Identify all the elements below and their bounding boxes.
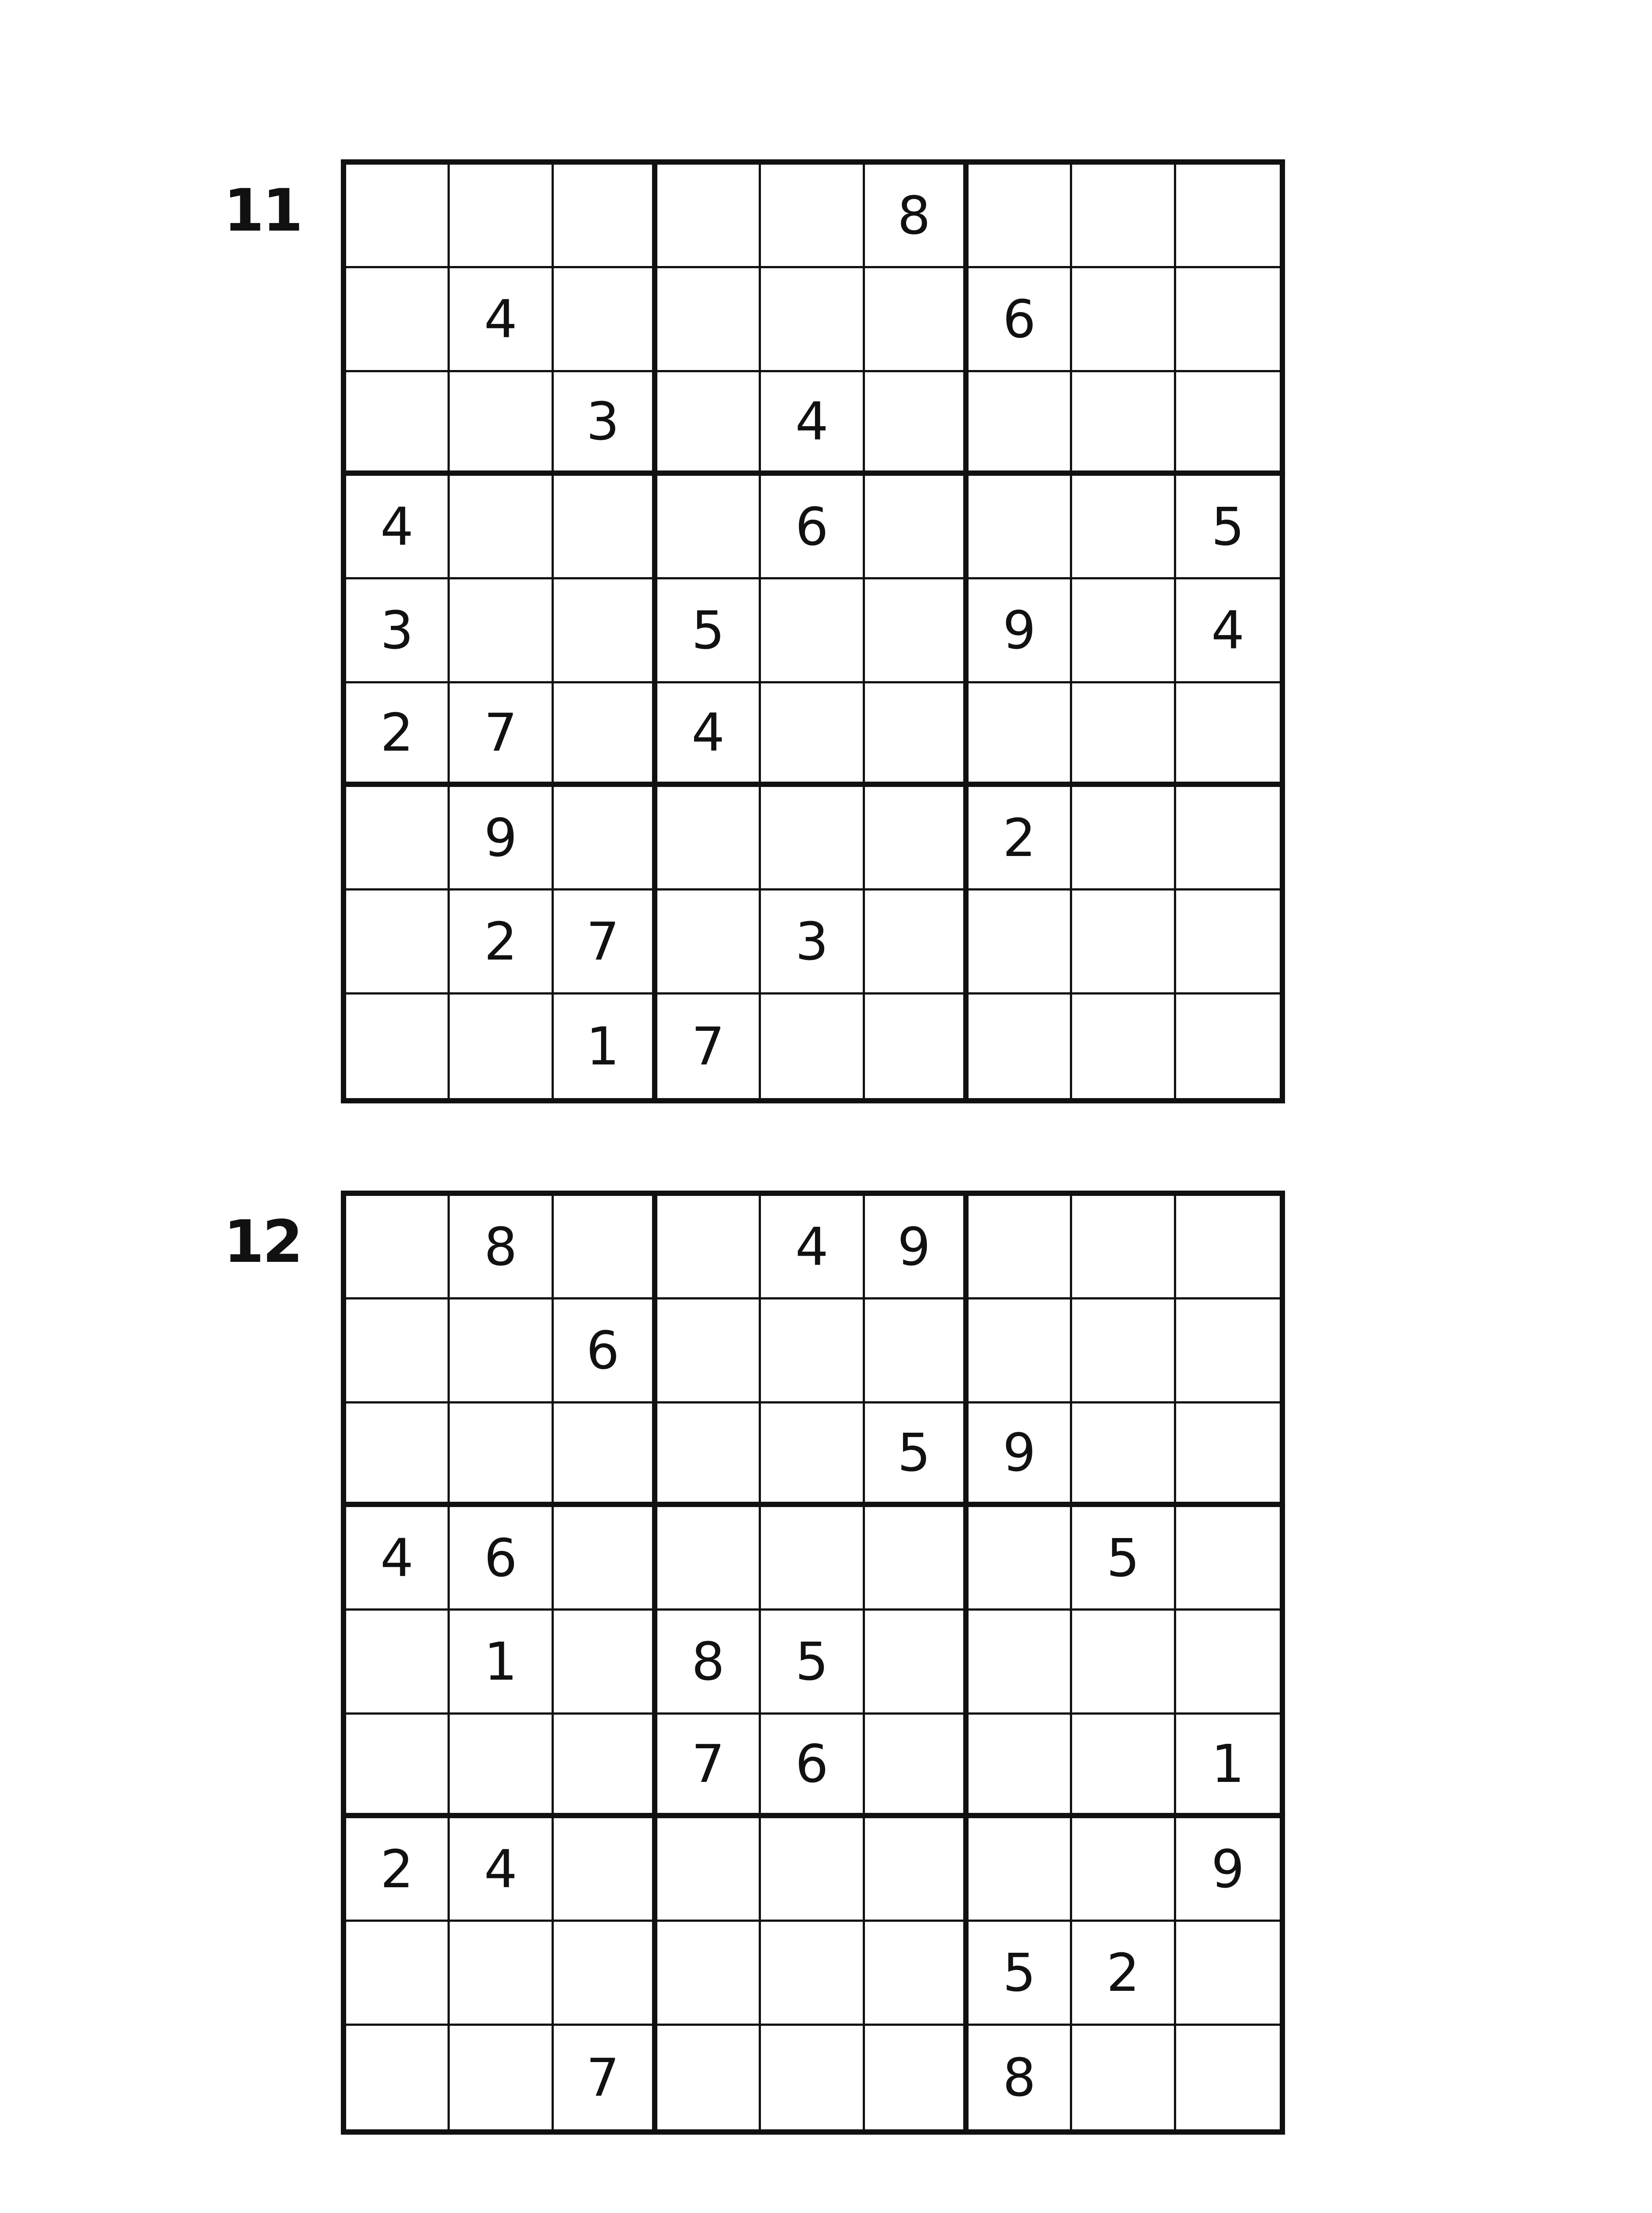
sudoku-cell-r8c1[interactable] bbox=[346, 891, 450, 994]
sudoku-puzzle-11 bbox=[0, 159, 1652, 1115]
sudoku-cell-r8c4[interactable] bbox=[657, 891, 761, 994]
sudoku-cell-r7c5[interactable] bbox=[761, 1818, 865, 1922]
sudoku-cell-r2c8[interactable] bbox=[1072, 268, 1176, 372]
sudoku-cell-r5c6[interactable] bbox=[865, 579, 969, 683]
sudoku-cell-r5c4[interactable]: 5 bbox=[657, 579, 761, 683]
sudoku-cell-r2c8[interactable] bbox=[1072, 1299, 1176, 1403]
sudoku-cell-r7c4[interactable] bbox=[657, 787, 761, 891]
sudoku-cell-r9c3[interactable]: 7 bbox=[554, 2026, 657, 2129]
sudoku-cell-r5c9[interactable] bbox=[1176, 1611, 1280, 1714]
sudoku-cell-r1c9[interactable] bbox=[1176, 165, 1280, 268]
sudoku-cell-r8c8[interactable] bbox=[1072, 891, 1176, 994]
sudoku-cell-r3c2[interactable] bbox=[450, 372, 553, 476]
sudoku-cell-r6c9[interactable] bbox=[1176, 683, 1280, 787]
sudoku-cell-r7c4[interactable] bbox=[657, 1818, 761, 1922]
sudoku-cell-r5c6[interactable] bbox=[865, 1611, 969, 1714]
sudoku-cell-r2c9[interactable] bbox=[1176, 268, 1280, 372]
sudoku-cell-r1c8[interactable] bbox=[1072, 1196, 1176, 1299]
sudoku-cell-r9c5[interactable] bbox=[761, 995, 865, 1098]
sudoku-cell-r6c5[interactable]: 6 bbox=[761, 1715, 865, 1818]
sudoku-cell-r6c4[interactable]: 4 bbox=[657, 683, 761, 787]
sudoku-cell-r4c7[interactable] bbox=[969, 476, 1072, 579]
sudoku-cell-r4c5[interactable]: 6 bbox=[761, 476, 865, 579]
sudoku-cell-r3c9[interactable] bbox=[1176, 1403, 1280, 1507]
sudoku-puzzle-12 bbox=[0, 1191, 1652, 2147]
sudoku-cell-r3c5[interactable]: 4 bbox=[761, 372, 865, 476]
sudoku-cell-r4c9[interactable]: 5 bbox=[1176, 476, 1280, 579]
sudoku-cell-r2c9[interactable] bbox=[1176, 1299, 1280, 1403]
sudoku-cell-r4c1[interactable]: 4 bbox=[346, 1507, 450, 1611]
sudoku-cell-r5c1[interactable] bbox=[346, 1611, 450, 1714]
sudoku-cell-r7c3[interactable] bbox=[554, 1818, 657, 1922]
sudoku-cell-r1c7[interactable] bbox=[969, 1196, 1072, 1299]
sudoku-cell-r2c7[interactable]: 6 bbox=[969, 268, 1072, 372]
sudoku-cell-r8c5[interactable] bbox=[761, 1922, 865, 2025]
sudoku-cell-r5c4[interactable]: 8 bbox=[657, 1611, 761, 1714]
sudoku-cell-r3c3[interactable] bbox=[554, 1403, 657, 1507]
sudoku-cell-r8c7[interactable]: 5 bbox=[969, 1922, 1072, 2025]
sudoku-cell-r7c9[interactable]: 9 bbox=[1176, 1818, 1280, 1922]
sudoku-cell-r7c2[interactable]: 9 bbox=[450, 787, 553, 891]
sudoku-cell-r9c7[interactable] bbox=[969, 995, 1072, 1098]
sudoku-cell-r8c3[interactable] bbox=[554, 1922, 657, 2025]
sudoku-cell-r4c8[interactable]: 5 bbox=[1072, 1507, 1176, 1611]
sudoku-cell-r7c1[interactable]: 2 bbox=[346, 1818, 450, 1922]
sudoku-cell-r4c3[interactable] bbox=[554, 1507, 657, 1611]
sudoku-cell-r7c7[interactable]: 2 bbox=[969, 787, 1072, 891]
sudoku-cell-r3c2[interactable] bbox=[450, 1403, 553, 1507]
sudoku-cell-r5c7[interactable]: 9 bbox=[969, 579, 1072, 683]
sudoku-cell-r5c8[interactable] bbox=[1072, 1611, 1176, 1714]
sudoku-cell-r6c8[interactable] bbox=[1072, 683, 1176, 787]
sudoku-cell-r6c7[interactable] bbox=[969, 683, 1072, 787]
sudoku-cell-r7c7[interactable] bbox=[969, 1818, 1072, 1922]
sudoku-cell-r3c7[interactable]: 9 bbox=[969, 1403, 1072, 1507]
sudoku-cell-r9c6[interactable] bbox=[865, 995, 969, 1098]
sudoku-cell-r5c3[interactable] bbox=[554, 1611, 657, 1714]
sudoku-cell-r6c3[interactable] bbox=[554, 1715, 657, 1818]
sudoku-cell-r1c5[interactable]: 4 bbox=[761, 1196, 865, 1299]
sudoku-cell-r1c1[interactable] bbox=[346, 1196, 450, 1299]
sudoku-board bbox=[341, 1191, 1285, 2135]
sudoku-cell-r6c6[interactable] bbox=[865, 1715, 969, 1818]
sudoku-cell-r9c8[interactable] bbox=[1072, 995, 1176, 1098]
sudoku-cell-r4c8[interactable] bbox=[1072, 476, 1176, 579]
sudoku-cell-r1c3[interactable] bbox=[554, 1196, 657, 1299]
sudoku-cell-r4c9[interactable] bbox=[1176, 1507, 1280, 1611]
sudoku-cell-r2c2[interactable]: 4 bbox=[450, 268, 553, 372]
sudoku-cell-r4c6[interactable] bbox=[865, 1507, 969, 1611]
sudoku-cell-r7c1[interactable] bbox=[346, 787, 450, 891]
sudoku-cell-r8c9[interactable] bbox=[1176, 891, 1280, 994]
sudoku-cell-r3c5[interactable] bbox=[761, 1403, 865, 1507]
puzzle-number: 11 bbox=[224, 177, 301, 245]
sudoku-cell-r3c8[interactable] bbox=[1072, 372, 1176, 476]
sudoku-cell-r3c8[interactable] bbox=[1072, 1403, 1176, 1507]
sudoku-cell-r8c7[interactable] bbox=[969, 891, 1072, 994]
sudoku-cell-r2c3[interactable] bbox=[554, 268, 657, 372]
sudoku-cell-r8c2[interactable] bbox=[450, 1922, 553, 2025]
sudoku-cell-r1c7[interactable] bbox=[969, 165, 1072, 268]
sudoku-cell-r8c9[interactable] bbox=[1176, 1922, 1280, 2025]
sudoku-cell-r9c1[interactable] bbox=[346, 995, 450, 1098]
sudoku-cell-r4c4[interactable] bbox=[657, 476, 761, 579]
sudoku-cell-r1c2[interactable]: 8 bbox=[450, 1196, 553, 1299]
sudoku-board bbox=[341, 159, 1285, 1103]
sudoku-cell-r3c4[interactable] bbox=[657, 372, 761, 476]
sudoku-cell-r5c9[interactable]: 4 bbox=[1176, 579, 1280, 683]
sudoku-cell-r8c5[interactable]: 3 bbox=[761, 891, 865, 994]
sudoku-cell-r7c8[interactable] bbox=[1072, 787, 1176, 891]
sudoku-cell-r5c3[interactable] bbox=[554, 579, 657, 683]
sudoku-cell-r9c9[interactable] bbox=[1176, 2026, 1280, 2129]
sudoku-cell-r4c5[interactable] bbox=[761, 1507, 865, 1611]
sudoku-cell-r5c5[interactable]: 5 bbox=[761, 1611, 865, 1714]
sudoku-cell-r1c3[interactable] bbox=[554, 165, 657, 268]
sudoku-cell-r4c3[interactable] bbox=[554, 476, 657, 579]
sudoku-cell-r4c2[interactable] bbox=[450, 476, 553, 579]
sudoku-cell-r8c8[interactable]: 2 bbox=[1072, 1922, 1176, 2025]
sudoku-cell-r2c3[interactable]: 6 bbox=[554, 1299, 657, 1403]
sudoku-cell-r8c1[interactable] bbox=[346, 1922, 450, 2025]
sudoku-cell-r2c1[interactable] bbox=[346, 268, 450, 372]
sudoku-cell-r5c8[interactable] bbox=[1072, 579, 1176, 683]
sudoku-cell-r1c9[interactable] bbox=[1176, 1196, 1280, 1299]
sudoku-cell-r9c5[interactable] bbox=[761, 2026, 865, 2129]
sudoku-cell-r9c4[interactable]: 7 bbox=[657, 995, 761, 1098]
sudoku-cell-r3c7[interactable] bbox=[969, 372, 1072, 476]
sudoku-cell-r3c6[interactable]: 5 bbox=[865, 1403, 969, 1507]
sudoku-cell-r9c8[interactable] bbox=[1072, 2026, 1176, 2129]
sudoku-cell-r1c4[interactable] bbox=[657, 1196, 761, 1299]
sudoku-cell-r2c4[interactable] bbox=[657, 1299, 761, 1403]
sudoku-cell-r8c4[interactable] bbox=[657, 1922, 761, 2025]
sudoku-cell-r9c1[interactable] bbox=[346, 2026, 450, 2129]
sudoku-cell-r6c4[interactable]: 7 bbox=[657, 1715, 761, 1818]
sudoku-cell-r3c9[interactable] bbox=[1176, 372, 1280, 476]
sudoku-cell-r1c5[interactable] bbox=[761, 165, 865, 268]
sudoku-cell-r2c5[interactable] bbox=[761, 268, 865, 372]
sudoku-cell-r4c4[interactable] bbox=[657, 1507, 761, 1611]
sudoku-cell-r1c6[interactable]: 8 bbox=[865, 165, 969, 268]
sudoku-cell-r6c6[interactable] bbox=[865, 683, 969, 787]
sudoku-cell-r9c3[interactable]: 1 bbox=[554, 995, 657, 1098]
sudoku-cell-r6c8[interactable] bbox=[1072, 1715, 1176, 1818]
sudoku-cell-r7c2[interactable]: 4 bbox=[450, 1818, 553, 1922]
sudoku-cell-r3c3[interactable]: 3 bbox=[554, 372, 657, 476]
sudoku-cell-r8c3[interactable]: 7 bbox=[554, 891, 657, 994]
sudoku-cell-r2c4[interactable] bbox=[657, 268, 761, 372]
sudoku-cell-r2c2[interactable] bbox=[450, 1299, 553, 1403]
sudoku-cell-r3c1[interactable] bbox=[346, 372, 450, 476]
sudoku-cell-r2c5[interactable] bbox=[761, 1299, 865, 1403]
sudoku-cell-r6c1[interactable] bbox=[346, 1715, 450, 1818]
sudoku-cell-r6c1[interactable]: 2 bbox=[346, 683, 450, 787]
sudoku-cell-r1c8[interactable] bbox=[1072, 165, 1176, 268]
sudoku-cell-r2c7[interactable] bbox=[969, 1299, 1072, 1403]
sudoku-cell-r1c4[interactable] bbox=[657, 165, 761, 268]
sudoku-cell-r3c1[interactable] bbox=[346, 1403, 450, 1507]
sudoku-cell-r2c1[interactable] bbox=[346, 1299, 450, 1403]
sudoku-cell-r5c5[interactable] bbox=[761, 579, 865, 683]
sudoku-cell-r7c9[interactable] bbox=[1176, 787, 1280, 891]
sudoku-cell-r8c6[interactable] bbox=[865, 891, 969, 994]
sudoku-cell-r2c6[interactable] bbox=[865, 1299, 969, 1403]
sudoku-cell-r6c5[interactable] bbox=[761, 683, 865, 787]
sudoku-cell-r5c1[interactable]: 3 bbox=[346, 579, 450, 683]
sudoku-cell-r4c1[interactable]: 4 bbox=[346, 476, 450, 579]
sudoku-cell-r3c4[interactable] bbox=[657, 1403, 761, 1507]
sudoku-cell-r7c8[interactable] bbox=[1072, 1818, 1176, 1922]
sudoku-cell-r7c3[interactable] bbox=[554, 787, 657, 891]
sudoku-cell-r9c6[interactable] bbox=[865, 2026, 969, 2129]
sudoku-cell-r1c1[interactable] bbox=[346, 165, 450, 268]
sudoku-cell-r1c6[interactable]: 9 bbox=[865, 1196, 969, 1299]
sudoku-cell-r4c2[interactable]: 6 bbox=[450, 1507, 553, 1611]
sudoku-cell-r9c9[interactable] bbox=[1176, 995, 1280, 1098]
sudoku-cell-r9c2[interactable] bbox=[450, 995, 553, 1098]
sudoku-cell-r6c9[interactable]: 1 bbox=[1176, 1715, 1280, 1818]
sudoku-cell-r6c3[interactable] bbox=[554, 683, 657, 787]
sudoku-cell-r4c6[interactable] bbox=[865, 476, 969, 579]
sudoku-cell-r9c7[interactable]: 8 bbox=[969, 2026, 1072, 2129]
sudoku-cell-r4c7[interactable] bbox=[969, 1507, 1072, 1611]
sudoku-cell-r9c4[interactable] bbox=[657, 2026, 761, 2129]
sudoku-cell-r2c6[interactable] bbox=[865, 268, 969, 372]
sudoku-cell-r8c2[interactable]: 2 bbox=[450, 891, 553, 994]
sudoku-cell-r7c6[interactable] bbox=[865, 787, 969, 891]
puzzle-number: 12 bbox=[224, 1208, 301, 1276]
sudoku-cell-r7c5[interactable] bbox=[761, 787, 865, 891]
sudoku-cell-r9c2[interactable] bbox=[450, 2026, 553, 2129]
sudoku-cell-r5c2[interactable]: 1 bbox=[450, 1611, 553, 1714]
sudoku-cell-r5c2[interactable] bbox=[450, 579, 553, 683]
sudoku-cell-r6c7[interactable] bbox=[969, 1715, 1072, 1818]
sudoku-cell-r1c2[interactable] bbox=[450, 165, 553, 268]
sudoku-cell-r6c2[interactable]: 7 bbox=[450, 683, 553, 787]
sudoku-cell-r8c6[interactable] bbox=[865, 1922, 969, 2025]
sudoku-cell-r7c6[interactable] bbox=[865, 1818, 969, 1922]
sudoku-cell-r5c7[interactable] bbox=[969, 1611, 1072, 1714]
sudoku-cell-r3c6[interactable] bbox=[865, 372, 969, 476]
sudoku-cell-r6c2[interactable] bbox=[450, 1715, 553, 1818]
